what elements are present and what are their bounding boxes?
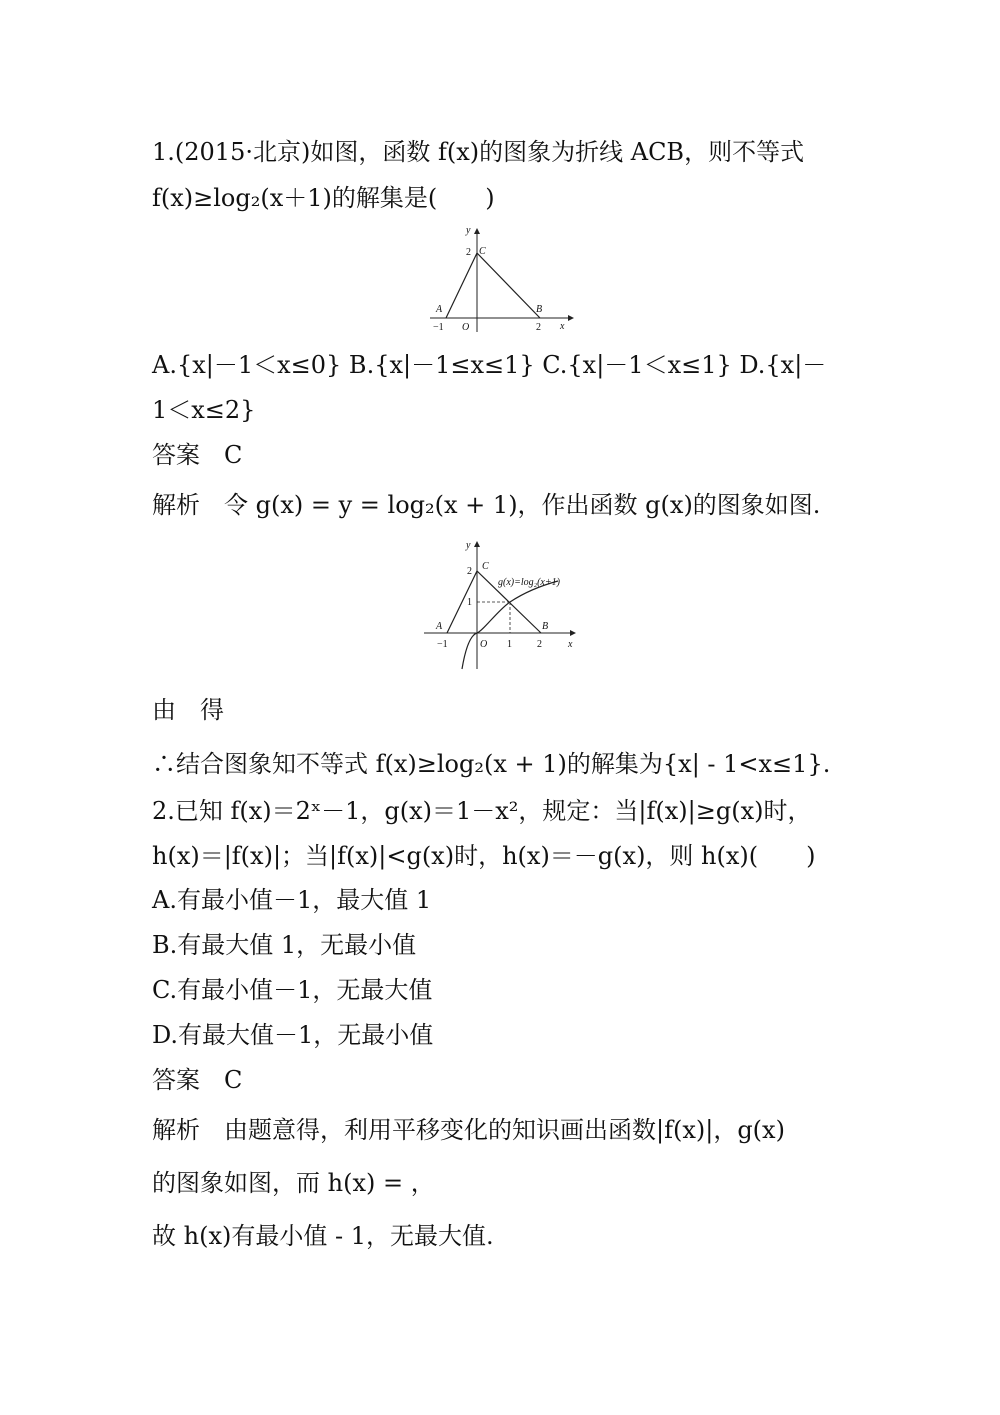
fig1-label-x: x: [560, 321, 565, 332]
fig2-tick-2y: 2: [467, 566, 472, 577]
q1-stem-line2: f(x)≥log₂(x＋1)的解集是( ): [152, 184, 495, 212]
fig2-tick-1x: 1: [507, 639, 512, 650]
q1-stem-line1: 1.(2015·北京)如图，函数 f(x)的图象为折线 ACB，则不等式: [152, 138, 805, 166]
fig2-tick-neg1: −1: [437, 639, 448, 650]
fig1-tick-2y: 2: [466, 247, 471, 258]
fig2-label-c: C: [482, 561, 489, 572]
q1-conclusion: ∴结合图象知不等式 f(x)≥log₂(x + 1)的解集为{x| - 1<x≤1}.: [152, 750, 831, 778]
q1-figure-with-log-curve: [418, 535, 586, 675]
fig1-label-b: B: [536, 304, 543, 315]
fig2-label-b: B: [542, 621, 549, 632]
q1-analysis: 解析 令 g(x) = y = log₂(x + 1)，作出函数 g(x)的图象如图.: [152, 491, 821, 519]
fig1-tick-2x: 2: [536, 322, 541, 333]
fig2-label-o: O: [480, 639, 488, 650]
q2-option-b: B.有最大值 1，无最小值: [152, 931, 417, 959]
q1-by: 由 得: [152, 696, 224, 724]
fig2-y-arrow: [474, 541, 480, 547]
q1-options-line2: 1＜x≤2}: [152, 396, 256, 424]
q2-analysis-line3: 故 h(x)有最小值 - 1，无最大值.: [152, 1222, 494, 1250]
fig2-tick-1y: 1: [467, 597, 472, 608]
fig1-x-arrow: [568, 315, 574, 321]
q2-analysis-line1: 解析 由题意得，利用平移变化的知识画出函数|f(x)|，g(x): [152, 1116, 785, 1144]
fig1-label-c: C: [479, 246, 486, 257]
fig1-y-arrow: [474, 228, 480, 234]
q1-options-line1: A.{x|－1＜x≤0} B.{x|－1≤x≤1} C.{x|－1＜x≤1} D.{x|－: [152, 351, 827, 379]
q2-option-d: D.有最大值－1，无最小值: [152, 1021, 434, 1049]
fig2-x-arrow: [570, 630, 576, 636]
fig1-label-o: O: [462, 322, 470, 333]
fig1-label-y: y: [466, 225, 471, 236]
fig1-polyline-acb: [446, 253, 543, 318]
q2-answer: 答案 C: [152, 1066, 243, 1094]
q1-answer: 答案 C: [152, 441, 243, 469]
fig2-tick-2x: 2: [537, 639, 542, 650]
fig1-tick-neg1: −1: [433, 322, 444, 333]
fig2-label-a: A: [436, 621, 443, 632]
fig2-curve-label: g(x)=log₂(x+1): [498, 577, 560, 588]
fig1-label-a: A: [436, 304, 443, 315]
fig2-label-x: x: [568, 639, 573, 650]
q2-option-c: C.有最小值－1，无最大值: [152, 976, 433, 1004]
q2-analysis-line2: 的图象如图，而 h(x) = ，: [152, 1169, 435, 1197]
q2-option-a: A.有最小值－1，最大值 1: [152, 886, 432, 914]
fig2-label-y: y: [466, 540, 471, 551]
q2-stem-line1: 2.已知 f(x)＝2ˣ－1，g(x)＝1－x²，规定：当|f(x)|≥g(x)时，: [152, 797, 812, 825]
q2-stem-line2: h(x)＝|f(x)|；当|f(x)|<g(x)时，h(x)＝－g(x)，则 h(x)( ): [152, 842, 816, 870]
q1-figure-polyline: [422, 222, 582, 334]
